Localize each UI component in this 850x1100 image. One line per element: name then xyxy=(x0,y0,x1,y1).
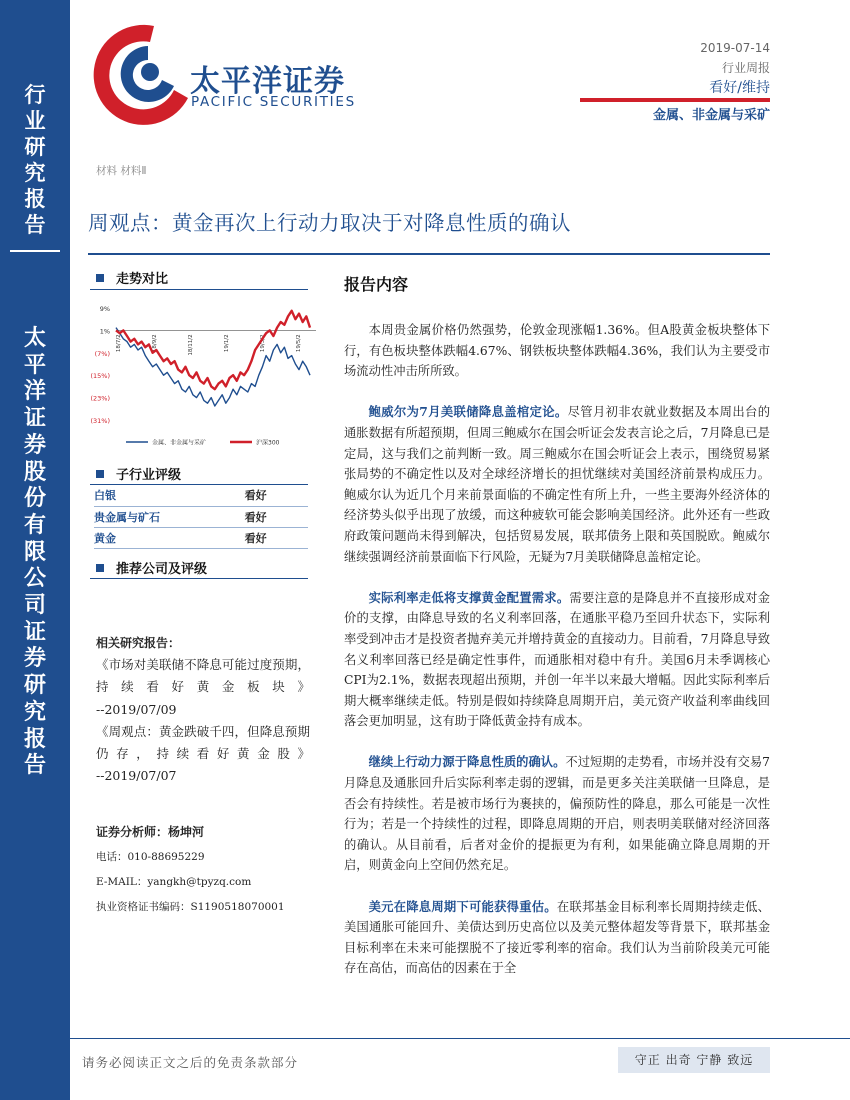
report-body xyxy=(344,320,770,1000)
y-tick-label: (7%) xyxy=(94,349,110,358)
body-paragraph: 实际利率走低将支撑黄金配置需求。需要注意的是降息并不直接形成对金价的支撑，由降息导致的名义利率回落，在通胀平稳乃至回升状态下，实际利率受到冲击才是投资者抛弃美元并增持黄金的直接动力。目前看，7月降息导致名义利率回落已经是确定性事件，而通胀相对稳中有升。美国6月未季调核心CPI为2.1%，数据表现超出预期，并创一年半以来最大增幅。因此实际利率后期大概率继续走低。特别是假如持续降息周期开启，美元资产收益利率曲线回落会更加明显，这有助于降低黄金持有成本。 xyxy=(344,589,770,729)
related-heading: 相关研究报告： xyxy=(96,636,181,650)
report-date: 2019-07-14 xyxy=(700,41,770,55)
related-report-title[interactable]: 《周观点：黄金跌破千四，但降息预期仍存，持续看好黄金股》 xyxy=(96,723,310,762)
x-tick-label: 19/5/2 xyxy=(296,334,302,353)
header-accent-line xyxy=(580,98,770,102)
x-tick-label: 19/3/2 xyxy=(260,334,266,353)
sidebar-divider xyxy=(10,250,60,252)
bullet-square-icon xyxy=(96,274,104,282)
trend-heading: 走势对比 xyxy=(96,268,168,287)
related-report-title[interactable]: 《市场对美联储不降息可能过度预期，持续看好黄金板块》 xyxy=(96,657,310,695)
industry-rating: 看好/维持 xyxy=(709,80,770,96)
y-tick-label: 9% xyxy=(99,305,110,313)
legend-label: 金属、非金属与采矿 xyxy=(152,439,207,447)
trend-chart xyxy=(90,296,324,456)
analyst-phone: 电话：010-88695229 xyxy=(96,851,205,863)
series-line xyxy=(116,311,310,389)
body-paragraph: 本周贵金属价格仍然强势，伦敦金现涨幅1.36%。但A股黄金板块整体下行，有色板块整体跌幅4.67%、钢铁板块整体跌幅4.36%，我们认为主要受市场流动性冲击所所致。 xyxy=(344,323,770,379)
sidebar-org-name: 太平洋证券股份有限公司证券研究报告 xyxy=(23,326,46,779)
y-tick-label: (15%) xyxy=(90,372,110,381)
sub-industry-name: 贵金属与矿石 xyxy=(94,506,203,527)
pacific-securities-logo-icon xyxy=(90,20,202,132)
paragraph-lead: 鲍威尔为7月美联储降息盖棺定论。 xyxy=(368,404,568,420)
analyst-name: 证券分析师：杨坤河 xyxy=(96,825,205,839)
y-tick-label: (31%) xyxy=(90,417,110,425)
sub-industry-rating: 看好 xyxy=(203,485,308,506)
breadcrumb: 材料 材料Ⅱ xyxy=(96,165,147,177)
footer-motto: 守正 出奇 宁静 致远 xyxy=(618,1047,770,1073)
footer-divider xyxy=(70,1038,850,1039)
body-paragraph: 美元在降息周期下可能获得重估。在联邦基金目标利率长周期持续走低、美国通胀可能回升、美债达到历史高位以及美元整体超发等背景下，联邦基金目标利率在未来可能摆脱不了接近零利率的宿命。我们认为当前阶段美元可能存在高估，而高估的因素在于全 xyxy=(344,898,770,976)
report-content-heading: 报告内容 xyxy=(344,275,409,294)
footer-disclaimer: 请务必阅读正文之后的免责条款部分 xyxy=(82,1055,299,1070)
sub-industry-name: 白银 xyxy=(94,485,203,506)
sub-rating-heading: 子行业评级 xyxy=(96,464,181,483)
table-row xyxy=(94,506,308,527)
table-row xyxy=(94,527,308,548)
rec-companies-heading: 推荐公司及评级 xyxy=(96,558,207,577)
related-report-date: --2019/07/07 xyxy=(96,768,177,784)
y-tick-label: 1% xyxy=(99,327,110,336)
x-tick-label: 19/1/2 xyxy=(224,334,230,353)
paragraph-lead: 美元在降息周期下可能获得重估。 xyxy=(368,898,557,914)
x-tick-label: 18/11/2 xyxy=(188,334,194,356)
sidebar-band xyxy=(0,0,70,1100)
sector-label: 金属、非金属与采矿 xyxy=(652,108,770,123)
analyst-info xyxy=(96,820,310,920)
paragraph-lead: 实际利率走低将支撑黄金配置需求。 xyxy=(368,589,570,605)
sub-industry-rating: 看好 xyxy=(203,527,308,548)
sidebar-report-category: 行业研究报告 xyxy=(24,83,46,237)
related-reports xyxy=(96,632,310,787)
table-row xyxy=(94,485,308,506)
report-type: 行业周报 xyxy=(721,61,770,75)
series-line xyxy=(116,328,310,406)
sub-rating-table xyxy=(94,485,308,549)
brand-name-en: PACIFIC SECURITIES xyxy=(191,94,356,110)
sub-industry-name: 黄金 xyxy=(94,527,203,548)
bullet-square-icon xyxy=(96,470,104,478)
header-meta xyxy=(700,38,770,98)
title-divider xyxy=(88,253,770,255)
paragraph-lead: 继续上行动力源于降息性质的确认。 xyxy=(368,754,566,770)
legend-label: 沪深300 xyxy=(256,439,280,447)
body-paragraph: 鲍威尔为7月美联储降息盖棺定论。尽管月初非农就业数据及本周出台的通胀数据有所超预期，但周三鲍威尔在国会听证会发表言论之后，7月降息已是定局，这与我们之前判断一致。周三鲍威尔在国会听证会上表示，围绕贸易紧张局势的不确定性以及对全球经济增长的担忧继续对美国经济前景构成压力。鲍威尔认为近几个月来前景面临的不确定性有所上升，一些主要海外经济体的经济势头似乎出现了放缓，而这种疲软可能会影响美国经济。此外还有一些政府政策问题尚未得到解决，包括贸易发展，联邦债务上限和英国脱欧。鲍威尔继续强调经济前景面临下行风险，无疑为7月美联储降息盖棺定论。 xyxy=(344,404,770,564)
page-title: 周观点：黄金再次上行动力取决于对降息性质的确认 xyxy=(88,211,571,235)
section-divider xyxy=(90,578,308,579)
y-tick-label: (23%) xyxy=(90,394,110,403)
x-tick-label: 18/7/2 xyxy=(116,334,122,353)
section-divider xyxy=(90,289,308,290)
bullet-square-icon xyxy=(96,564,104,572)
x-tick-label: 18/9/2 xyxy=(152,334,158,353)
sub-industry-rating: 看好 xyxy=(203,506,308,527)
analyst-email[interactable]: E-MAIL：yangkh@tpyzq.com xyxy=(96,876,252,888)
related-report-date: --2019/07/09 xyxy=(96,701,177,717)
body-paragraph: 继续上行动力源于降息性质的确认。不过短期的走势看，市场并没有交易7月降息及通胀回升后实际利率走弱的逻辑，而是更多关注美联储一旦降息，是否会有持续性。若是被市场行为裹挟的，偏预防性的降息，那么可能是一次性行为；若是一个持续性的过程，即降息周期的开启，则表明美联储对经济回落的确认。从目前看，后者对金价的提振更为有利，如果能确立降息周期的开启，则黄金向上空间仍然充足。 xyxy=(344,754,770,873)
analyst-cert: 执业资格证书编码：S1190518070001 xyxy=(96,901,285,913)
brand-name-cn: 太平洋证券 xyxy=(190,64,345,99)
